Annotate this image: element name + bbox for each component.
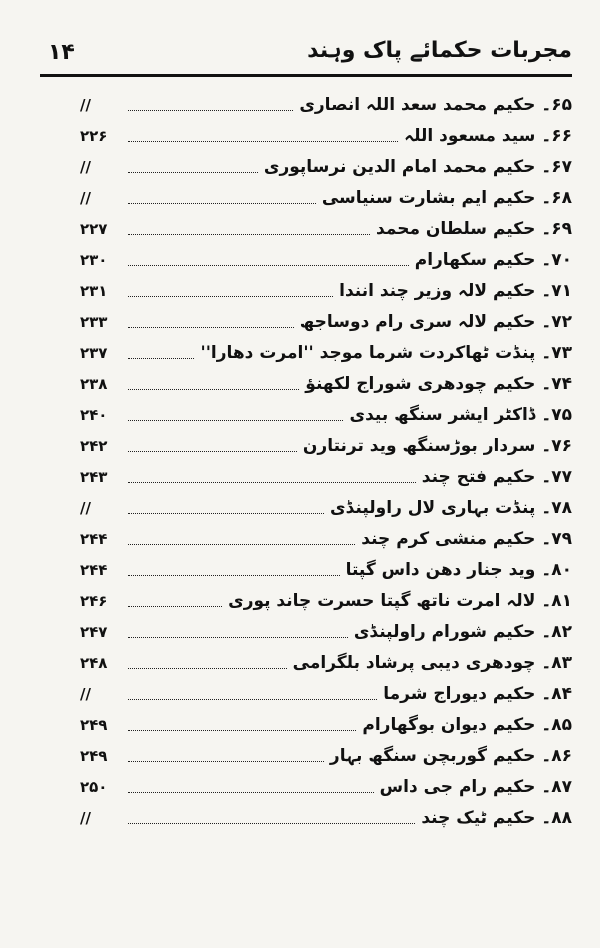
toc-entry <box>78 365 572 396</box>
toc-entry-title: ۸۵۔ حکیم دیوان بوگھارام <box>362 715 572 735</box>
dot-leader <box>128 389 299 390</box>
dot-leader <box>128 141 398 142</box>
toc-entry-title: ۸۰۔ وید جنار دھن داس گپتا <box>345 560 572 580</box>
book-title: مجربات حکمائے پاک وہند <box>307 38 572 63</box>
dot-leader <box>128 730 356 731</box>
toc-entry-page: ۲۴۹ <box>80 716 108 734</box>
toc-entry-title: ۷۳۔ پنڈت ٹھاکردت شرما موجد ''امرت دھارا'' <box>200 343 572 363</box>
toc-entry-page: ۲۴۴ <box>80 561 108 579</box>
toc-entry <box>78 458 572 489</box>
dot-leader <box>128 203 316 204</box>
toc-entry-page: ۲۴۹ <box>80 747 108 765</box>
toc-entry-title: ۷۷۔ حکیم فتح چند <box>421 467 572 487</box>
dot-leader <box>128 637 348 638</box>
toc-entry-page: ۲۳۸ <box>80 375 108 393</box>
toc-entry-title: ۶۸۔ حکیم ایم بشارت سنیاسی <box>321 188 572 208</box>
toc-entry-title: ۷۰۔ حکیم سکھارام <box>414 250 572 270</box>
toc-entry <box>78 334 572 365</box>
dot-leader <box>128 513 324 514</box>
toc-entry <box>78 644 572 675</box>
toc-entry-title: ۸۷۔ حکیم رام جی داس <box>379 777 572 797</box>
toc-entry-title: ۷۴۔ حکیم چودھری شوراج لکھنؤ <box>305 374 572 394</box>
toc-entry-page: // <box>80 499 91 517</box>
toc-entry-title: ۷۲۔ حکیم لالہ سری رام دوساجھ <box>299 312 572 332</box>
toc-entry-page: ۲۳۱ <box>80 282 108 300</box>
toc-entry <box>78 396 572 427</box>
toc-entry-title: ۸۱۔ لالہ امرت ناتھ گپتا حسرت چاند پوری <box>228 591 572 611</box>
toc-entry-page: ۲۳۰ <box>80 251 108 269</box>
toc-entry-page: ۲۳۷ <box>80 344 108 362</box>
dot-leader <box>128 296 333 297</box>
dot-leader <box>128 451 297 452</box>
toc-entry-title: ۷۶۔ سردار بوڑسنگھ وید ترنتارن <box>302 436 572 456</box>
dot-leader <box>128 234 370 235</box>
toc-entry-page: // <box>80 158 91 176</box>
toc-entry-page: // <box>80 189 91 207</box>
dot-leader <box>128 544 355 545</box>
toc-entry-page: ۲۳۳ <box>80 313 108 331</box>
toc-entry-title: ۸۸۔ حکیم ٹیک چند <box>421 808 572 828</box>
dot-leader <box>128 110 293 111</box>
toc-entry <box>78 799 572 830</box>
toc-entry-title: ۸۲۔ حکیم شورام راولپنڈی <box>353 622 572 642</box>
toc-entry <box>78 148 572 179</box>
dot-leader <box>128 668 287 669</box>
toc-entry <box>78 675 572 706</box>
dot-leader <box>128 792 374 793</box>
toc-entry <box>78 272 572 303</box>
dot-leader <box>128 606 222 607</box>
dot-leader <box>128 420 343 421</box>
dot-leader <box>128 358 194 359</box>
toc-entry-page: ۲۴۴ <box>80 530 108 548</box>
toc-entry-title: ۷۱۔ حکیم لالہ وزیر چند انندا <box>339 281 572 301</box>
dot-leader <box>128 327 294 328</box>
toc-entry-title: ۶۵۔ حکیم محمد سعد اللہ انصاری <box>299 95 572 115</box>
page-header <box>40 38 572 74</box>
toc-entry <box>78 427 572 458</box>
dot-leader <box>128 172 258 173</box>
table-of-contents <box>78 86 572 830</box>
toc-entry-title: ۷۸۔ پنڈت بہاری لال راولپنڈی <box>330 498 572 518</box>
toc-entry <box>78 489 572 520</box>
toc-entry <box>78 582 572 613</box>
toc-entry-page: // <box>80 685 91 703</box>
toc-entry <box>78 737 572 768</box>
toc-entry-page: ۲۴۷ <box>80 623 108 641</box>
toc-entry-title: ۸۳۔ چودھری دیبی پرشاد بلگرامی <box>292 653 572 673</box>
toc-entry-title: ۷۵۔ ڈاکٹر ایشر سنگھ بیدی <box>349 405 572 425</box>
toc-entry-page: ۲۴۶ <box>80 592 108 610</box>
toc-entry-title: ۷۹۔ حکیم منشی کرم چند <box>361 529 572 549</box>
toc-entry <box>78 551 572 582</box>
toc-entry-title: ۸۴۔ حکیم دیوراج شرما <box>383 684 572 704</box>
toc-entry <box>78 241 572 272</box>
dot-leader <box>128 699 377 700</box>
toc-entry-title: ۸۶۔ حکیم گوربچن سنگھ بہار <box>329 746 572 766</box>
dot-leader <box>128 823 415 824</box>
toc-entry-title: ۶۷۔ حکیم محمد امام الدین نرساپوری <box>263 157 572 177</box>
toc-entry <box>78 210 572 241</box>
toc-entry-title: ۶۶۔ سید مسعود اللہ <box>404 126 572 146</box>
dot-leader <box>128 265 409 266</box>
toc-entry <box>78 86 572 117</box>
toc-entry <box>78 613 572 644</box>
dot-leader <box>128 575 340 576</box>
toc-entry-page: ۲۲۷ <box>80 220 108 238</box>
toc-entry-page: ۲۴۸ <box>80 654 108 672</box>
header-divider <box>40 74 572 77</box>
toc-entry-page: ۲۴۳ <box>80 468 108 486</box>
toc-entry-page: ۲۴۰ <box>80 406 108 424</box>
toc-entry-page: ۲۲۶ <box>80 127 108 145</box>
toc-entry <box>78 706 572 737</box>
toc-entry <box>78 117 572 148</box>
toc-entry-page: // <box>80 809 91 827</box>
toc-entry-page: ۲۴۲ <box>80 437 108 455</box>
page-number: ۱۴ <box>48 40 75 65</box>
dot-leader <box>128 482 416 483</box>
toc-entry-page: ۲۵۰ <box>80 778 108 796</box>
toc-entry-title: ۶۹۔ حکیم سلطان محمد <box>376 219 572 239</box>
dot-leader <box>128 761 324 762</box>
toc-entry <box>78 179 572 210</box>
toc-entry <box>78 520 572 551</box>
toc-entry <box>78 303 572 334</box>
toc-entry <box>78 768 572 799</box>
toc-entry-page: // <box>80 96 91 114</box>
